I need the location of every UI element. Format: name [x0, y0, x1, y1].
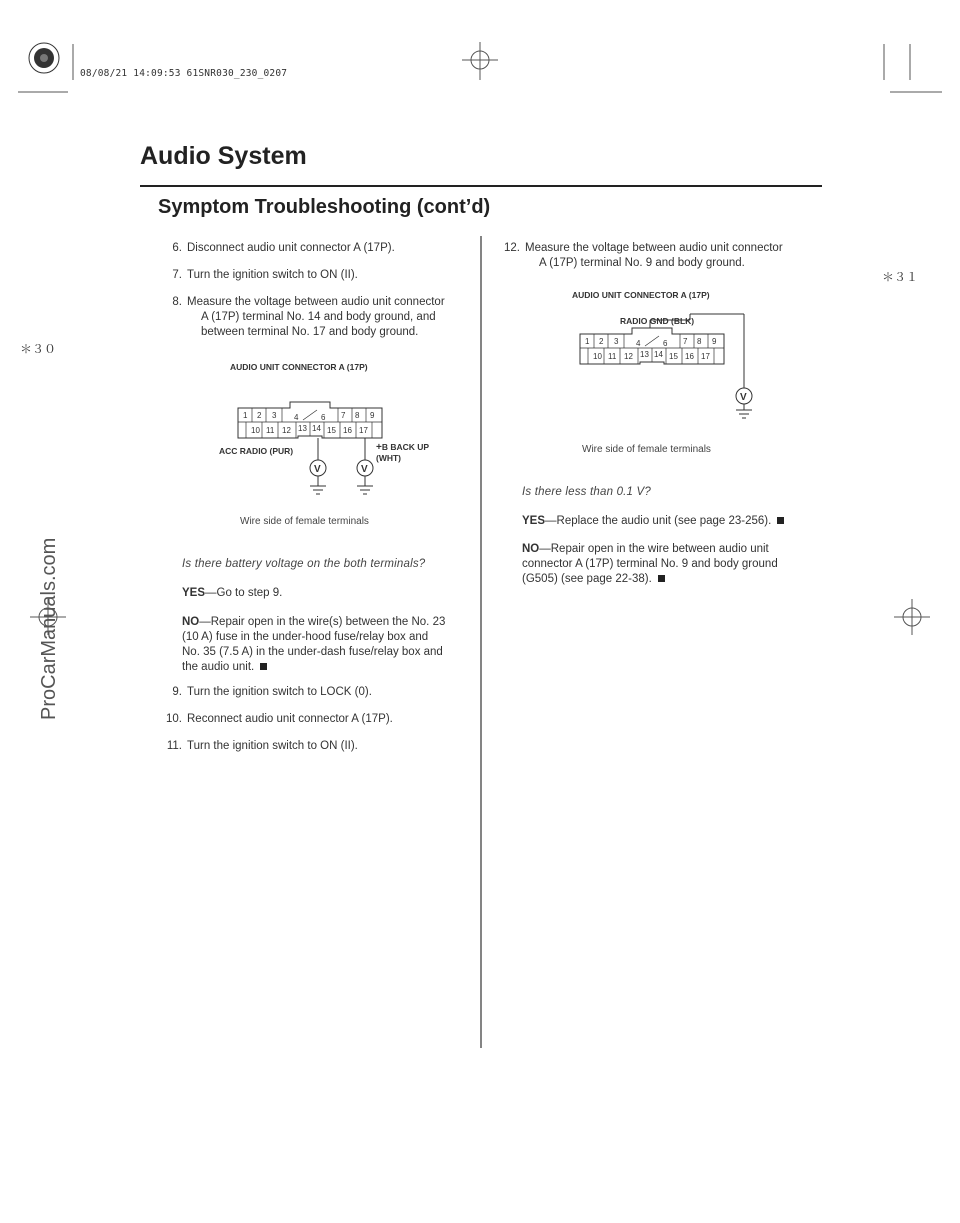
step-text: Disconnect audio unit connector A (17P). [187, 242, 395, 254]
diagram-title-right: AUDIO UNIT CONNECTOR A (17P) [572, 290, 710, 300]
pin-1: 1 [585, 337, 590, 346]
voltmeter-icon: V [314, 464, 321, 475]
pin-8: 8 [355, 411, 360, 420]
step-line: A (17P) terminal No. 14 and body ground, and [201, 311, 436, 323]
answer-no-right [522, 542, 822, 587]
wire-label-acc: ACC RADIO (PUR) [219, 446, 294, 456]
right-margin-code: ＊３１ [882, 270, 919, 284]
pin-2: 2 [599, 337, 604, 346]
no-text: (G505) (see page 22-38). [522, 573, 652, 585]
pin-6: 6 [663, 339, 668, 348]
step-number: 8. [172, 296, 182, 308]
step-number: 9. [172, 686, 182, 698]
step-text: Reconnect audio unit connector A (17P). [187, 713, 393, 725]
question-left: Is there battery voltage on the both terminals? [182, 558, 426, 570]
no-text: the audio unit. [182, 661, 255, 673]
watermark: ProCarManuals.com [38, 537, 60, 720]
no-text: (10 A) fuse in the under-hood fuse/relay box and [182, 631, 429, 643]
step-text: Turn the ignition switch to ON (II). [187, 269, 358, 281]
step-8 [160, 295, 480, 340]
diagram-title: AUDIO UNIT CONNECTOR A (17P) [230, 362, 368, 372]
end-square-icon [658, 575, 665, 582]
pin-3: 3 [272, 411, 277, 420]
step-7 [160, 268, 480, 283]
step-number: 7. [172, 269, 182, 281]
pin-15: 15 [669, 352, 678, 361]
no-text: connector A (17P) terminal No. 9 and body ground [522, 558, 778, 570]
question-right: Is there less than 0.1 V? [522, 486, 652, 498]
step-6 [160, 241, 480, 256]
pin-4: 4 [294, 413, 299, 422]
pin-14: 14 [312, 424, 321, 433]
pin-7: 7 [341, 411, 346, 420]
pin-15: 15 [327, 426, 336, 435]
dash: — [205, 587, 217, 599]
pin-9: 9 [712, 337, 717, 346]
right-step-12 [498, 241, 818, 271]
pin-13: 13 [298, 424, 307, 433]
step-text [525, 241, 783, 271]
dash: — [199, 616, 211, 628]
end-square-icon [260, 663, 267, 670]
pin-2: 2 [257, 411, 262, 420]
answer-yes-left [182, 586, 282, 601]
answer-yes-right [522, 514, 784, 529]
pin-13: 13 [640, 350, 649, 359]
pin-11: 11 [266, 426, 275, 435]
end-square-icon [777, 517, 784, 524]
step-number: 6. [172, 242, 182, 254]
section-subtitle: Symptom Troubleshooting (cont’d) [158, 196, 491, 218]
step-12 [498, 241, 818, 271]
pin-4: 4 [636, 339, 641, 348]
no-text: Repair open in the wire between audio unit [550, 543, 769, 555]
pin-7: 7 [683, 337, 688, 346]
pin-8: 8 [697, 337, 702, 346]
diagram-caption: Wire side of female terminals [240, 516, 369, 527]
voltmeter-icon: V [361, 464, 368, 475]
left-steps-1 [160, 241, 480, 340]
step-text: Turn the ignition switch to LOCK (0). [187, 686, 372, 698]
step-text [187, 295, 445, 340]
yes-label: YES [182, 587, 206, 599]
pin-9: 9 [370, 411, 375, 420]
pin-10: 10 [593, 352, 602, 361]
pin-12: 12 [624, 352, 633, 361]
wire-label-line: B BACK UP [381, 442, 430, 452]
pin-1: 1 [243, 411, 248, 420]
wire-label-backup [376, 442, 429, 463]
no-label: NO [522, 543, 540, 555]
yes-label: YES [522, 515, 546, 527]
pin-16: 16 [685, 352, 694, 361]
pin-16: 16 [343, 426, 352, 435]
step-number: 10. [166, 713, 182, 725]
answer-no-left [182, 615, 477, 675]
connector-diagram-right [560, 310, 760, 420]
dash: — [545, 515, 557, 527]
diagram-caption-right: Wire side of female terminals [582, 444, 711, 455]
no-text: No. 35 (7.5 A) in the under-dash fuse/relay box and [182, 646, 443, 658]
pin-6: 6 [321, 413, 326, 422]
step-line: Measure the voltage between audio unit connector [525, 242, 783, 254]
step-9 [160, 685, 480, 700]
plus-icon: + [376, 442, 382, 453]
pin-12: 12 [282, 426, 291, 435]
no-text: Repair open in the wire(s) between the No. 23 [210, 616, 446, 628]
wire-label-radio-gnd: RADIO GND (BLK) [620, 316, 695, 326]
pin-17: 17 [359, 426, 368, 435]
left-steps-2 [160, 685, 480, 754]
pin-3: 3 [614, 337, 619, 346]
dash: — [539, 543, 551, 555]
pin-17: 17 [701, 352, 710, 361]
left-margin-code: ＊３０ [20, 342, 57, 356]
pin-11: 11 [608, 352, 617, 361]
step-text: Turn the ignition switch to ON (II). [187, 740, 358, 752]
step-line: between terminal No. 17 and body ground. [201, 326, 419, 338]
wire-label-line: (WHT) [376, 453, 402, 463]
voltmeter-icon: V [740, 392, 747, 403]
no-label: NO [182, 616, 200, 628]
step-line: A (17P) terminal No. 9 and body ground. [539, 257, 745, 269]
step-number: 11. [166, 740, 182, 752]
step-10 [160, 712, 480, 727]
step-number: 12. [504, 242, 520, 254]
pin-14: 14 [654, 350, 663, 359]
yes-text: Go to step 9. [216, 587, 283, 599]
page-title: Audio System [140, 142, 307, 170]
pin-10: 10 [251, 426, 260, 435]
print-stamp: 08/08/21 14:09:53 61SNR030_230_0207 [80, 68, 288, 79]
step-11 [160, 739, 480, 754]
step-line: Measure the voltage between audio unit connector [187, 296, 445, 308]
yes-text: Replace the audio unit (see page 23-256). [556, 515, 772, 527]
